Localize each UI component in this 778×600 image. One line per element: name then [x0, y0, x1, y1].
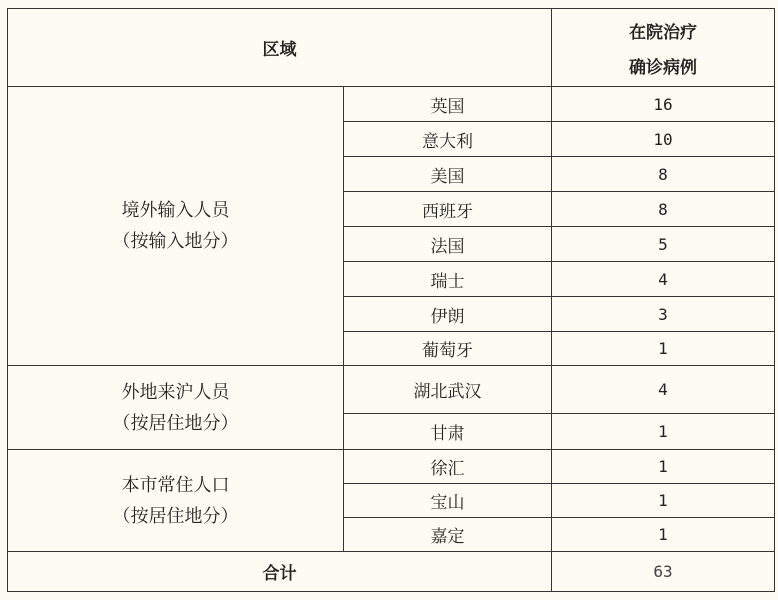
- group-label-imported: [8, 87, 344, 366]
- header-region: 区域: [8, 9, 552, 87]
- region-cell: 意大利: [344, 122, 552, 157]
- header-cases: [552, 9, 775, 87]
- header-row: [8, 9, 775, 87]
- header-cases-line2: 确诊病例: [629, 57, 697, 78]
- table-row: [8, 450, 775, 484]
- count-cell: 10: [552, 122, 775, 157]
- region-cell: 葡萄牙: [344, 332, 552, 366]
- total-count: 63: [552, 552, 775, 592]
- region-cell: 法国: [344, 227, 552, 262]
- region-cell: 英国: [344, 87, 552, 122]
- group-label-line1: 境外输入人员: [121, 200, 230, 221]
- group-label-resident: [8, 450, 344, 552]
- group-label-line2: （按居住地分）: [112, 412, 239, 434]
- region-cell: 湖北武汉: [344, 366, 552, 414]
- total-label: 合计: [8, 552, 552, 592]
- region-cell: 甘肃: [344, 414, 552, 450]
- count-cell: 1: [552, 484, 775, 518]
- region-cell: 嘉定: [344, 518, 552, 552]
- region-cell: 徐汇: [344, 450, 552, 484]
- group-label-nonlocal: [8, 366, 344, 450]
- count-cell: 3: [552, 297, 775, 332]
- region-cell: 宝山: [344, 484, 552, 518]
- group-label-line1: 本市常住人口: [121, 474, 230, 496]
- total-row: [8, 552, 775, 592]
- count-cell: 8: [552, 192, 775, 227]
- region-cell: 瑞士: [344, 262, 552, 297]
- group-label-line2: （按输入地分）: [112, 231, 239, 252]
- count-cell: 1: [552, 414, 775, 450]
- table-row: [8, 87, 775, 122]
- count-cell: 4: [552, 262, 775, 297]
- count-cell: 5: [552, 227, 775, 262]
- table-row: [8, 366, 775, 414]
- count-cell: 1: [552, 332, 775, 366]
- region-cell: 伊朗: [344, 297, 552, 332]
- count-cell: 4: [552, 366, 775, 414]
- region-cell: 美国: [344, 157, 552, 192]
- cases-table: [7, 8, 775, 592]
- count-cell: 8: [552, 157, 775, 192]
- count-cell: 16: [552, 87, 775, 122]
- count-cell: 1: [552, 450, 775, 484]
- count-cell: 1: [552, 518, 775, 552]
- group-label-line2: （按居住地分）: [112, 505, 239, 527]
- header-cases-line1: 在院治疗: [629, 22, 697, 43]
- group-label-line1: 外地来沪人员: [121, 381, 230, 403]
- region-cell: 西班牙: [344, 192, 552, 227]
